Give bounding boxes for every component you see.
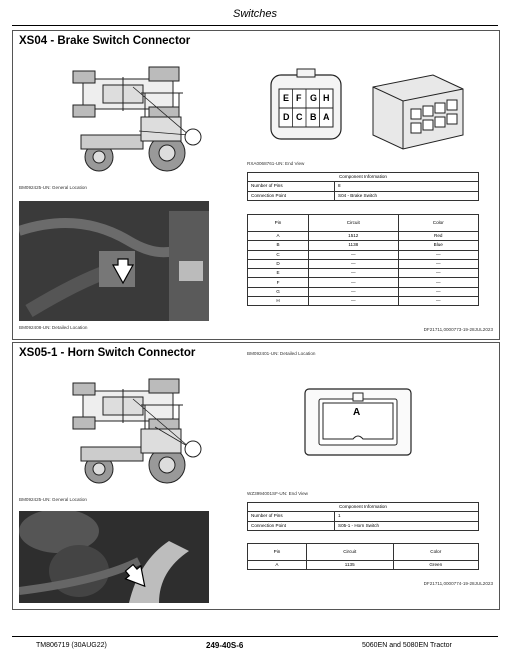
doc-reference: DF21711,0000773-19-28JUL2023 [423,327,493,332]
general-location-caption: BM092425-UN: General Location [19,497,87,502]
footer-right: 5060EN and 5080EN Tractor [362,642,452,649]
doc-reference: DF21711,0000774-19-28JUL2023 [423,581,493,586]
table-row: A 1512 Red [248,232,479,241]
table-row: Number of Pins 1 [248,512,479,521]
table-row: Connection Point S05-1 - Horn Switch [248,521,479,530]
table-row: A 1135 Green [248,561,479,570]
table-row: Number of Pins 8 [248,182,479,191]
connector-end-view-illustration [303,387,413,457]
tractor-general-location-illustration [63,369,213,489]
detailed-location-photo [19,511,209,603]
connector-pin-labels [279,89,333,127]
detailed-location-caption: BM092408-UN: Detailed Location [19,325,88,330]
pin-label: C [296,112,303,122]
end-view-caption: WZ3994001SF-UN: End View [247,491,308,496]
connector-title: XS04 - Brake Switch Connector [19,35,191,47]
pin-label: B [310,112,317,122]
pin-label: A [353,407,361,418]
tractor-general-location-illustration [63,57,213,177]
table-row: Connection Point S04 - Brake Switch [248,191,479,200]
pin-label: G [310,93,318,103]
footer-rule [12,636,498,637]
footer-left: TM806719 (30AUG22) [36,642,107,649]
detailed-location-photo [19,201,209,321]
pin-label: D [283,112,290,122]
general-location-caption: BM092425-UN: General Location [19,185,87,190]
section-header: Switches [232,8,278,20]
pin-table: Pin Circuit Color A 1135 Green [247,543,479,570]
detailed-location-caption: BM092401-UN: Detailed Location [247,351,316,356]
table-row: G — — [248,287,479,296]
connector-title: XS05-1 - Horn Switch Connector [19,347,196,359]
footer-page-number: 249-40S-6 [206,641,244,650]
connector-panel-xs04 [12,30,500,340]
end-view-caption: RXA0068761-UN: End View [247,161,305,166]
pin-table: Pin Circuit Color A 1512 Red B 1138 Blue C — — D — — E — — F — — G — — H — — [247,214,479,306]
table-row: H — — [248,297,479,306]
pin-label: A [323,112,330,122]
component-info-table [247,172,479,201]
component-info-title: Component Information [248,173,479,182]
table-row: D — — [248,259,479,268]
table-row: F — — [248,278,479,287]
pin-label: H [323,93,330,103]
table-row: E — — [248,269,479,278]
header-rule [12,25,498,26]
table-row: C — — [248,250,479,259]
table-row: B 1138 Blue [248,241,479,250]
component-info-title: Component Information [248,503,479,512]
pin-label: F [296,93,302,103]
pin-label: E [283,93,290,103]
component-info-table [247,502,479,531]
connector-panel-xs05-1 [12,342,500,610]
